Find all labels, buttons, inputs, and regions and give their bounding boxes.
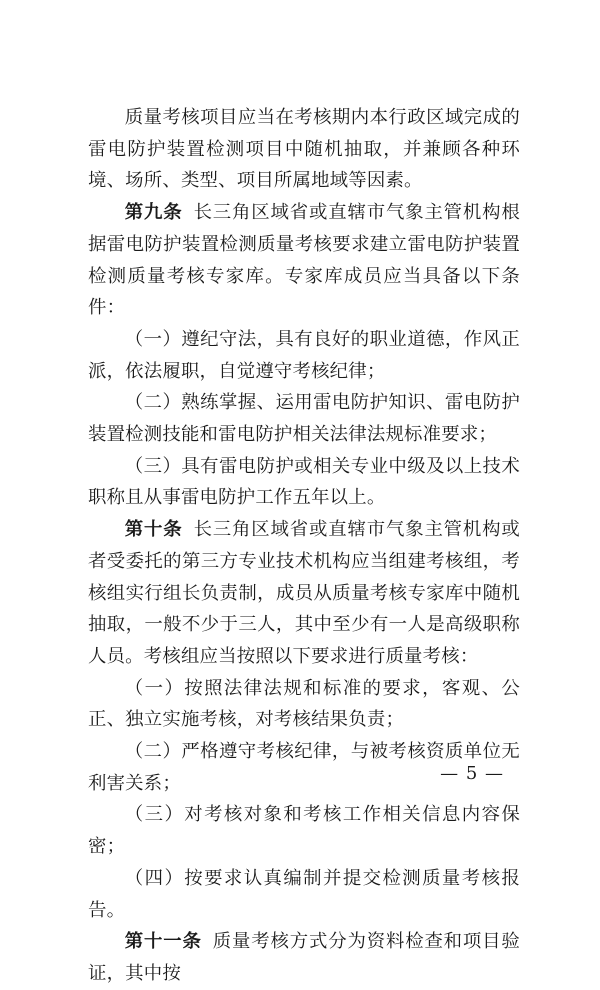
article-9-item-2 xyxy=(88,387,520,450)
paragraph-text: （二）熟练掌握、运用雷电防护知识、雷电防护装置检测技能和雷电防护相关法律法规标准要求； xyxy=(88,392,520,446)
article-10-item-1 xyxy=(88,673,520,736)
paragraph-text: 质量考核项目应当在考核期内本行政区域完成的雷电防护装置检测项目中随机抽取，并兼顾各种环境、场所、类型、项目所属地域等因素。 xyxy=(88,107,520,192)
document-body xyxy=(88,102,520,990)
paragraph-text: （三）具有雷电防护或相关专业中级及以上技术职称且从事雷电防护工作五年以上。 xyxy=(88,455,520,509)
paragraph-text: （三）对考核对象和考核工作相关信息内容保密； xyxy=(88,804,520,858)
article-heading: 第九条 xyxy=(124,202,183,224)
paragraph-text: （一）按照法律法规和标准的要求，客观、公正、独立实施考核，对考核结果负责； xyxy=(88,677,520,731)
page-number: — 5 — xyxy=(440,763,504,784)
article-11 xyxy=(88,926,520,989)
article-heading: 第十一条 xyxy=(124,931,202,953)
paragraph-intro xyxy=(88,102,520,197)
article-10 xyxy=(88,514,520,673)
article-heading: 第十条 xyxy=(124,519,183,541)
article-10-item-4 xyxy=(88,863,520,926)
article-9-item-3 xyxy=(88,451,520,514)
paragraph-text: （四）按要求认真编制并提交检测质量考核报告。 xyxy=(88,867,520,921)
paragraph-text: （一）遵纪守法，具有良好的职业道德，作风正派，依法履职，自觉遵守考核纪律； xyxy=(88,328,520,382)
article-10-item-3 xyxy=(88,799,520,862)
paragraph-text: 长三角区域省或直辖市气象主管机构根据雷电防护装置检测质量考核要求建立雷电防护装置检测质量考核专家库。专家库成员应当具备以下条件： xyxy=(88,202,520,319)
article-9 xyxy=(88,197,520,324)
paragraph-text: 质量考核方式分为资料检查和项目验证，其中按 xyxy=(88,931,520,984)
paragraph-text: 长三角区域省或直辖市气象主管机构或者受委托的第三方专业技术机构应当组建考核组，考核组实行组长负责制，成员从质量考核专家库中随机抽取，一般不少于三人，其中至少有一人是高级职称人员。考核组应当按照以下要求进行质量考核： xyxy=(88,519,520,667)
article-9-item-1 xyxy=(88,324,520,387)
paragraph-text: （二）严格遵守考核纪律，与被考核资质单位无利害关系； xyxy=(88,741,520,794)
